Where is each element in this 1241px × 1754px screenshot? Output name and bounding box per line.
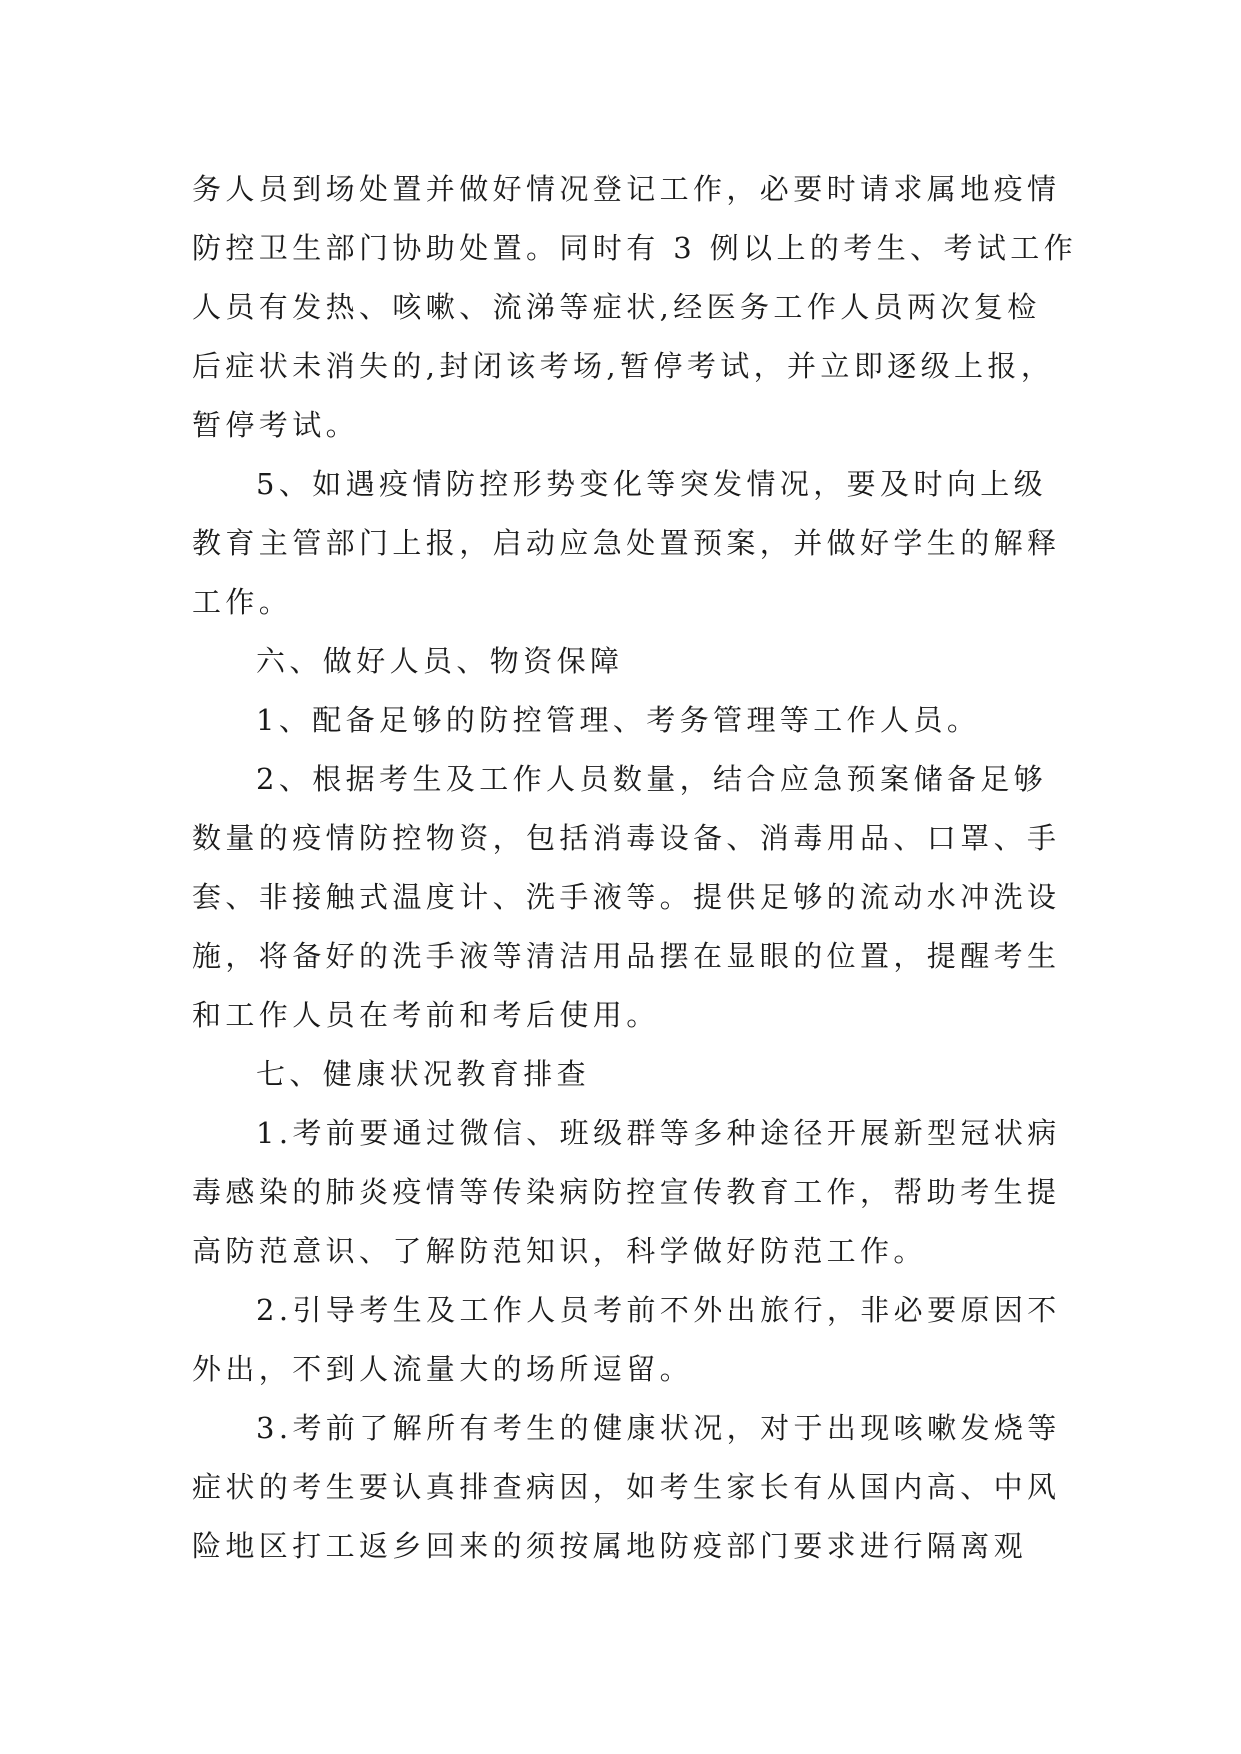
text-line: 防控卫生部门协助处置。同时有 3 例以上的考生、考试工作 xyxy=(192,231,1078,265)
text-line: 高防范意识、了解防范知识，科学做好防范工作。 xyxy=(192,1234,927,1268)
paragraph-start-line: 5、如遇疫情防控形势变化等突发情况，要及时向上级 xyxy=(256,467,1048,501)
paragraph-start-line: 3.考前了解所有考生的健康状况，对于出现咳嗽发烧等 xyxy=(256,1411,1061,1445)
document-body xyxy=(192,160,1078,1576)
text-line: 暂停考试。 xyxy=(192,408,360,442)
text-line: 数量的疫情防控物资，包括消毒设备、消毒用品、口罩、手 xyxy=(192,821,1061,855)
text-line: 险地区打工返乡回来的须按属地防疫部门要求进行隔离观 xyxy=(192,1529,1028,1563)
text-line: 外出，不到人流量大的场所逗留。 xyxy=(192,1352,694,1386)
text-line: 后症状未消失的,封闭该考场,暂停考试，并立即逐级上报， xyxy=(192,349,1055,383)
text-line: 务人员到场处置并做好情况登记工作，必要时请求属地疫情 xyxy=(192,172,1061,206)
section-heading: 六、做好人员、物资保障 xyxy=(256,644,624,678)
section-heading: 七、健康状况教育排查 xyxy=(256,1057,591,1091)
text-line: 套、非接触式温度计、洗手液等。提供足够的流动水冲洗设 xyxy=(192,880,1061,914)
text-line: 毒感染的肺炎疫情等传染病防控宣传教育工作，帮助考生提 xyxy=(192,1175,1061,1209)
text-line: 症状的考生要认真排查病因，如考生家长有从国内高、中风 xyxy=(192,1470,1061,1504)
text-line: 施，将备好的洗手液等清洁用品摆在显眼的位置，提醒考生 xyxy=(192,939,1061,973)
paragraph-start-line: 2.引导考生及工作人员考前不外出旅行，非必要原因不 xyxy=(256,1293,1061,1327)
paragraph-start-line: 2、根据考生及工作人员数量，结合应急预案储备足够 xyxy=(256,762,1048,796)
text-line: 工作。 xyxy=(192,585,293,619)
text-line: 教育主管部门上报，启动应急处置预案，并做好学生的解释 xyxy=(192,526,1061,560)
text-line: 人员有发热、咳嗽、流涕等症状,经医务工作人员两次复检 xyxy=(192,290,1041,324)
paragraph-start-line: 1.考前要通过微信、班级群等多种途径开展新型冠状病 xyxy=(256,1116,1061,1150)
text-line: 和工作人员在考前和考后使用。 xyxy=(192,998,660,1032)
paragraph-start-line: 1、配备足够的防控管理、考务管理等工作人员。 xyxy=(256,703,981,737)
